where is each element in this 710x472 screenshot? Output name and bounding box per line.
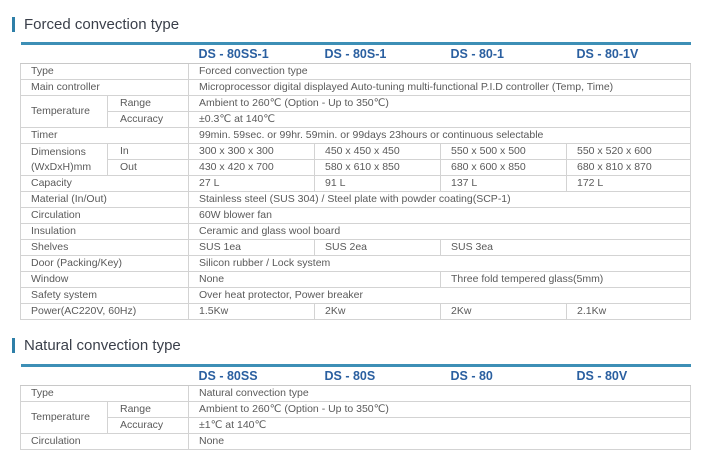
row-safety — [21, 288, 691, 304]
type-value: Natural convection type — [189, 386, 691, 402]
row-temperature-range — [21, 402, 691, 418]
out-value: 680 x 810 x 870 — [567, 160, 691, 176]
row-temperature-accuracy — [21, 418, 691, 434]
range-value: Ambient to 260℃ (Option - Up to 350℃) — [189, 96, 691, 112]
row-type — [21, 64, 691, 80]
material-value: Stainless steel (SUS 304) / Steel plate with powder coating(SCP-1) — [189, 192, 691, 208]
shelves-value: SUS 3ea — [441, 240, 691, 256]
row-material — [21, 192, 691, 208]
row-circulation — [21, 434, 691, 450]
row-dimensions-in — [21, 144, 691, 160]
row-shelves — [21, 240, 691, 256]
out-value: 430 x 420 x 700 — [189, 160, 315, 176]
circulation-value: 60W blower fan — [189, 208, 691, 224]
row-temperature-accuracy — [21, 112, 691, 128]
row-dimensions-out — [21, 160, 691, 176]
in-value: 450 x 450 x 450 — [315, 144, 441, 160]
window-value: None — [189, 272, 441, 288]
accuracy-label: Accuracy — [108, 112, 189, 128]
range-label: Range — [108, 96, 189, 112]
dimensions-label-line2: (WxDxH)mm — [31, 160, 92, 173]
main-controller-label: Main controller — [21, 80, 189, 96]
circulation-value: None — [189, 434, 691, 450]
insulation-label: Insulation — [21, 224, 189, 240]
forced-spec-table — [20, 42, 691, 320]
power-value: 2Kw — [441, 304, 567, 320]
natural-spec-table — [20, 364, 691, 450]
model-header: DS - 80-1V — [567, 44, 691, 64]
material-label: Material (In/Out) — [21, 192, 189, 208]
row-insulation — [21, 224, 691, 240]
model-header: DS - 80SS-1 — [189, 44, 315, 64]
row-circulation — [21, 208, 691, 224]
section-marker-icon — [12, 338, 15, 353]
model-header: DS - 80SS — [189, 366, 315, 386]
dimensions-label — [21, 144, 108, 176]
row-window — [21, 272, 691, 288]
in-value: 300 x 300 x 300 — [189, 144, 315, 160]
capacity-value: 91 L — [315, 176, 441, 192]
forced-section-title — [12, 14, 179, 34]
accuracy-label: Accuracy — [108, 418, 189, 434]
type-label: Type — [21, 64, 189, 80]
row-main-controller — [21, 80, 691, 96]
circulation-label: Circulation — [21, 434, 189, 450]
model-header: DS - 80S-1 — [315, 44, 441, 64]
timer-value: 99min. 59sec. or 99hr. 59min. or 99days 23hours or continuous selectable — [189, 128, 691, 144]
row-power — [21, 304, 691, 320]
model-header: DS - 80V — [567, 366, 691, 386]
row-capacity — [21, 176, 691, 192]
accuracy-value: ±0.3℃ at 140℃ — [189, 112, 691, 128]
in-value: 550 x 500 x 500 — [441, 144, 567, 160]
capacity-value: 172 L — [567, 176, 691, 192]
capacity-label: Capacity — [21, 176, 189, 192]
shelves-label: Shelves — [21, 240, 189, 256]
natural-title-text: Natural convection type — [24, 336, 181, 354]
safety-label: Safety system — [21, 288, 189, 304]
model-header: DS - 80-1 — [441, 44, 567, 64]
model-header: DS - 80 — [441, 366, 567, 386]
shelves-value: SUS 1ea — [189, 240, 315, 256]
timer-label: Timer — [21, 128, 189, 144]
in-value: 550 x 520 x 600 — [567, 144, 691, 160]
capacity-value: 137 L — [441, 176, 567, 192]
model-header: DS - 80S — [315, 366, 441, 386]
row-type — [21, 386, 691, 402]
power-value: 1.5Kw — [189, 304, 315, 320]
type-label: Type — [21, 386, 189, 402]
natural-model-header — [21, 366, 691, 386]
out-value: 680 x 600 x 850 — [441, 160, 567, 176]
header-blank — [21, 44, 189, 64]
header-blank — [21, 366, 189, 386]
forced-title-text: Forced convection type — [24, 15, 180, 33]
out-value: 580 x 610 x 850 — [315, 160, 441, 176]
row-timer — [21, 128, 691, 144]
circulation-label: Circulation — [21, 208, 189, 224]
natural-section-title — [12, 335, 181, 355]
dimensions-label-line1: Dimensions — [31, 145, 86, 158]
door-value: Silicon rubber / Lock system — [189, 256, 691, 272]
window-label: Window — [21, 272, 189, 288]
range-label: Range — [108, 402, 189, 418]
insulation-value: Ceramic and glass wool board — [189, 224, 691, 240]
safety-value: Over heat protector, Power breaker — [189, 288, 691, 304]
row-door — [21, 256, 691, 272]
main-controller-value: Microprocessor digital displayed Auto-tuning multi-functional P.I.D controller (Temp, Time) — [189, 80, 691, 96]
power-value: 2Kw — [315, 304, 441, 320]
door-label: Door (Packing/Key) — [21, 256, 189, 272]
window-value: Three fold tempered glass(5mm) — [441, 272, 691, 288]
forced-model-header — [21, 44, 691, 64]
row-temperature-range — [21, 96, 691, 112]
power-value: 2.1Kw — [567, 304, 691, 320]
temperature-label: Temperature — [21, 96, 108, 128]
section-marker-icon — [12, 17, 15, 32]
capacity-value: 27 L — [189, 176, 315, 192]
power-label: Power(AC220V, 60Hz) — [21, 304, 189, 320]
in-label: In — [108, 144, 189, 160]
out-label: Out — [108, 160, 189, 176]
temperature-label: Temperature — [21, 402, 108, 434]
accuracy-value: ±1℃ at 140℃ — [189, 418, 691, 434]
range-value: Ambient to 260℃ (Option - Up to 350℃) — [189, 402, 691, 418]
type-value: Forced convection type — [189, 64, 691, 80]
shelves-value: SUS 2ea — [315, 240, 441, 256]
